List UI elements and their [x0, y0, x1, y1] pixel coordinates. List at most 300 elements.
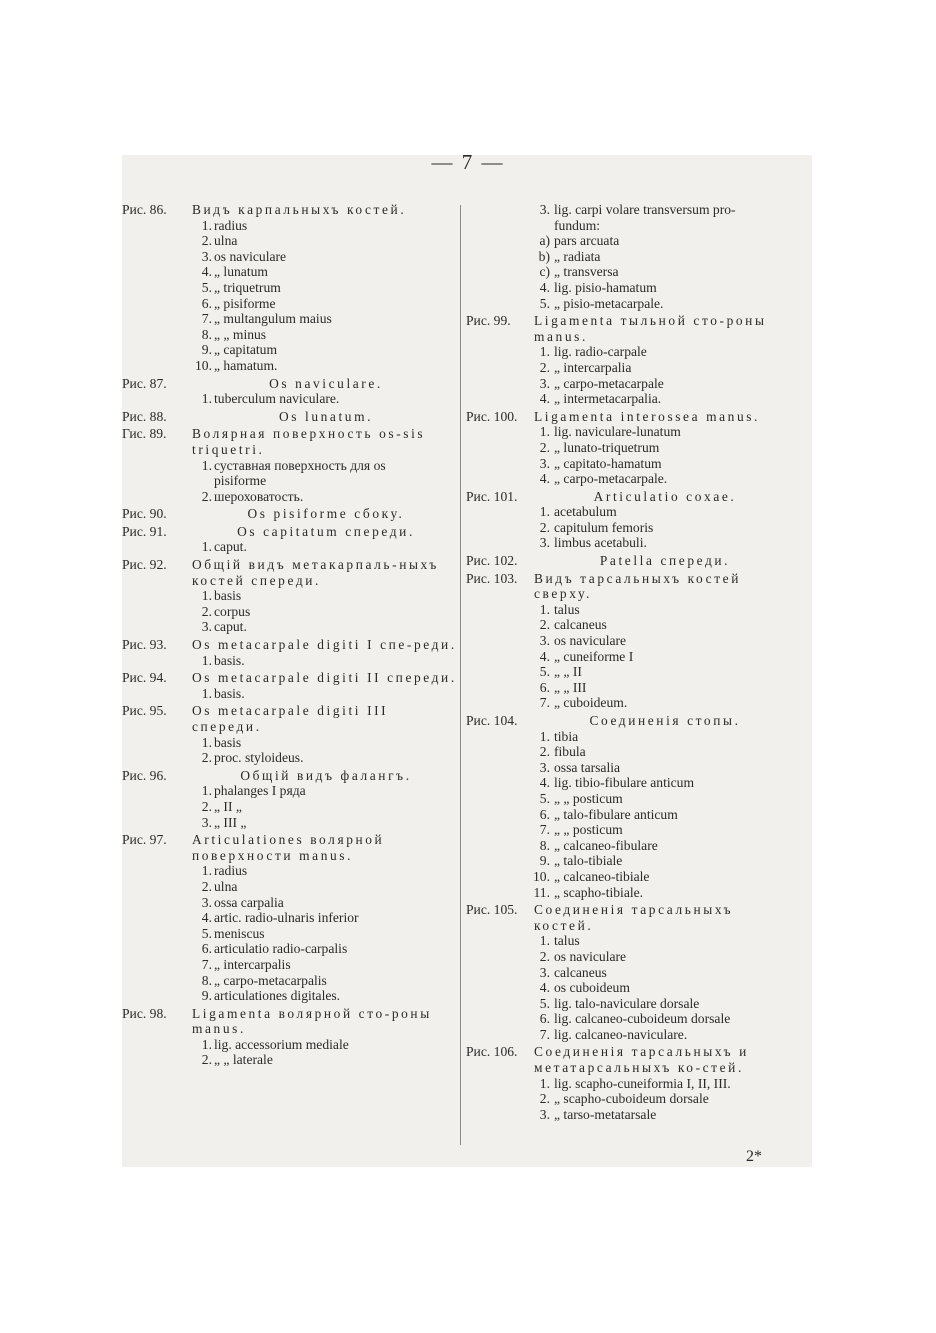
item-number: 2. [539, 519, 550, 535]
figure-item [466, 838, 796, 854]
figure-entry [466, 409, 796, 489]
figure-entry [122, 557, 460, 637]
item-number: 3. [201, 894, 212, 910]
item-number: 4. [539, 279, 550, 295]
figure-item [466, 822, 796, 838]
figure-item [466, 1011, 796, 1027]
figure-item [122, 735, 460, 751]
item-number: 4. [539, 775, 550, 791]
item-number: 7. [201, 956, 212, 972]
figure-entry [122, 426, 460, 506]
signature-mark: 2* [746, 1148, 762, 1165]
figure-label: Рис. 90. [122, 506, 167, 522]
figure-heading [122, 506, 460, 522]
item-text: „ lunato-triquetrum [554, 439, 660, 455]
figure-heading [122, 376, 460, 392]
item-number: 1. [201, 652, 212, 668]
page-number: — 7 — [431, 150, 505, 174]
figure-item [466, 633, 796, 649]
item-text: „ pisio-metacarpale. [554, 295, 664, 311]
figure-entry [122, 202, 460, 376]
figure-item [466, 520, 796, 536]
item-number: 2. [539, 744, 550, 760]
figure-entry [122, 637, 460, 670]
item-text: „ calcaneo-fibulare [554, 837, 658, 853]
figure-title: Ligamenta тыльной сто-роны manus. [534, 313, 767, 344]
item-number: 2. [201, 878, 212, 894]
figure-entry [466, 313, 796, 409]
item-text: „ triquetrum [214, 279, 281, 295]
figure-title: Ligamenta interossea manus. [534, 408, 761, 424]
figure-item [122, 653, 460, 669]
figure-item [466, 344, 796, 360]
item-number: 3. [539, 633, 550, 649]
figure-item [466, 949, 796, 965]
figure-item [122, 783, 460, 799]
item-number: 3. [539, 535, 550, 551]
item-text: „ cuboideum. [554, 695, 628, 711]
figure-entry [122, 506, 460, 524]
figure-title: Os metacarpale digiti II спереди. [192, 670, 457, 686]
item-text: lig. carpi volare transversum pro- [554, 202, 736, 217]
figure-item [466, 391, 796, 407]
item-number: 6. [539, 1011, 550, 1027]
figure-item [466, 695, 796, 711]
item-text: „ talo-tibiale [554, 853, 623, 869]
item-text: ossa carpalia [214, 894, 284, 910]
item-text: ossa tarsalia [554, 759, 621, 775]
item-number: 4. [201, 264, 212, 280]
item-text: „ capitato-hamatum [554, 455, 662, 471]
item-number: 1. [201, 457, 212, 473]
item-text: „ „ II [554, 664, 582, 680]
item-number: 1. [539, 424, 550, 440]
item-text: „ intercarpalia [554, 359, 632, 375]
item-number: 5. [539, 790, 550, 806]
item-number: 9. [539, 853, 550, 869]
item-number: 1. [539, 1075, 550, 1091]
item-number: 11. [533, 884, 550, 900]
item-number: 2. [201, 1052, 212, 1068]
figure-heading [122, 768, 460, 784]
figure-item [122, 973, 460, 989]
figure-item [466, 264, 796, 280]
figure-entry [122, 524, 460, 557]
item-text: caput. [214, 619, 247, 635]
item-number: c) [539, 264, 550, 280]
item-number: 1. [539, 504, 550, 520]
figure-entry [466, 1044, 796, 1124]
figure-item [466, 456, 796, 472]
figure-title: Os metacarpale digiti III спереди. [192, 703, 389, 734]
item-text: fundum: [554, 217, 601, 233]
item-number: 3. [539, 964, 550, 980]
figure-item [122, 489, 460, 505]
figure-item [466, 664, 796, 680]
figure-label: Рис. 88. [122, 408, 167, 424]
figure-item [122, 988, 460, 1004]
item-text: acetabulum [554, 504, 617, 520]
figure-heading [122, 1006, 460, 1037]
figure-heading [466, 313, 796, 344]
item-number: 4. [539, 391, 550, 407]
figure-item [466, 360, 796, 376]
item-number: 2. [201, 798, 212, 814]
figure-item [466, 1027, 796, 1043]
item-text: basis [214, 734, 242, 750]
figure-heading [122, 409, 460, 425]
figure-title: Видъ карпальныхъ костей. [192, 202, 407, 217]
figure-item [122, 458, 460, 474]
figure-title: Общій видъ фалангъ. [240, 767, 412, 783]
item-text: corpus [214, 603, 251, 619]
item-text: articulatio radio-carpalis [214, 941, 348, 957]
item-number: 1. [201, 1036, 212, 1052]
figure-item [466, 249, 796, 265]
figure-item [466, 280, 796, 296]
item-number: 2. [201, 233, 212, 249]
item-text: lig. naviculare-lunatum [554, 424, 681, 440]
item-number: 1. [201, 539, 212, 555]
figure-item [122, 926, 460, 942]
item-text: „ intermetacarpalia. [554, 391, 662, 407]
item-number: 1. [539, 728, 550, 744]
item-number: 5. [539, 664, 550, 680]
figure-item [122, 910, 460, 926]
item-number: 6. [201, 941, 212, 957]
figure-heading [466, 489, 796, 505]
item-text: „ „ minus [214, 326, 267, 342]
figure-heading [122, 637, 460, 653]
item-number: 1. [539, 344, 550, 360]
item-text: talus [554, 933, 580, 949]
item-number: 8. [201, 972, 212, 988]
figure-heading [122, 426, 460, 457]
item-text: „ radiata [554, 248, 601, 264]
figure-entry [122, 670, 460, 703]
figure-item [122, 296, 460, 312]
figure-item [466, 885, 796, 901]
figure-title: Articulatio coxae. [593, 488, 737, 504]
figure-item [466, 791, 796, 807]
item-number: a) [539, 233, 550, 249]
figure-item [122, 815, 460, 831]
item-text: basis. [214, 652, 245, 668]
figure-item [122, 327, 460, 343]
figure-item [466, 218, 796, 234]
item-text: articulationes digitales. [214, 988, 341, 1004]
figure-item [122, 342, 460, 358]
figure-entry [466, 902, 796, 1044]
figure-item [466, 535, 796, 551]
item-number: 3. [539, 375, 550, 391]
figure-item [466, 775, 796, 791]
item-number: 6. [539, 679, 550, 695]
item-number: 5. [539, 295, 550, 311]
figure-item [466, 1076, 796, 1092]
item-text: ulna [214, 878, 238, 894]
item-text: proc. styloideus. [214, 750, 304, 766]
figure-item [466, 1091, 796, 1107]
item-text: „ talo-fibulare anticum [554, 806, 678, 822]
item-text: lig. calcaneo-naviculare. [554, 1026, 688, 1042]
item-text: talus [554, 601, 580, 617]
figure-item [122, 863, 460, 879]
item-number: 3. [539, 759, 550, 775]
item-text: „ intercarpalis [214, 956, 291, 972]
item-number: 4. [539, 648, 550, 664]
figure-entry [122, 376, 460, 409]
figure-label: Рис. 102. [466, 553, 518, 569]
figure-title: Os naviculare. [269, 375, 383, 391]
figure-item [466, 869, 796, 885]
item-text: „ lunatum [214, 264, 268, 280]
figure-heading [122, 557, 460, 588]
item-number: 5. [539, 995, 550, 1011]
figure-title: Os pisiforme сбоку. [247, 506, 405, 522]
item-number: 2. [539, 1091, 550, 1107]
figure-label: Рис. 105. [466, 902, 518, 918]
figure-item [122, 280, 460, 296]
figure-item [122, 249, 460, 265]
figure-item [122, 799, 460, 815]
figure-item [122, 264, 460, 280]
figure-heading [122, 202, 460, 218]
figure-heading [122, 670, 460, 686]
item-text: lig. calcaneo-cuboideum dorsale [554, 1011, 731, 1027]
item-number: 3. [539, 1106, 550, 1122]
figure-heading [122, 832, 460, 863]
item-number: 1. [201, 685, 212, 701]
item-number: 5. [201, 925, 212, 941]
item-number: 9. [201, 988, 212, 1004]
item-text: lig. accessorium mediale [214, 1036, 349, 1052]
figure-item [466, 233, 796, 249]
figure-entry [466, 713, 796, 902]
figure-label: Рис. 97. [122, 832, 167, 848]
item-text: „ II „ [214, 798, 242, 814]
item-number: 1. [539, 933, 550, 949]
item-text: artic. radio-ulnaris inferior [214, 910, 359, 926]
figure-entry [466, 489, 796, 553]
figure-item [122, 750, 460, 766]
item-text: basis [214, 588, 242, 604]
item-number: 4. [539, 471, 550, 487]
figure-item [122, 233, 460, 249]
figure-item [122, 895, 460, 911]
figure-label: Рис. 92. [122, 557, 167, 573]
figure-entry [122, 768, 460, 832]
figure-title: Os metacarpale digiti I спе-реди. [192, 637, 457, 653]
item-text: „ carpo-metacarpalis [214, 972, 327, 988]
item-number: 10. [195, 357, 212, 373]
figure-title: Общій видъ метакарпаль-ныхъ костей спереди. [192, 557, 439, 588]
figure-heading [466, 902, 796, 933]
right-column [466, 202, 796, 1124]
figure-item [122, 1052, 460, 1068]
left-column [122, 202, 460, 1070]
item-text: „ capitatum [214, 342, 278, 358]
figure-title: Видъ тарсальныхъ костей сверху. [534, 570, 741, 602]
item-number: 4. [539, 980, 550, 996]
item-number: 8. [201, 326, 212, 342]
figure-title: Волярная поверхность os-sis triquetri. [192, 426, 426, 457]
figure-title: Articulationes волярной поверхности manus. [192, 832, 385, 863]
figure-item [466, 471, 796, 487]
figure-label: Рис. 91. [122, 523, 167, 539]
item-text: „ III „ [214, 814, 247, 830]
figure-label: Рис. 93. [122, 637, 167, 653]
figure-entry [466, 571, 796, 713]
figure-label: Рис. 94. [122, 670, 167, 686]
item-text: lig. talo-naviculare dorsale [554, 995, 700, 1011]
item-number: 1. [201, 391, 212, 407]
figure-title: Соединенія тарсальныхъ костей. [534, 902, 734, 933]
figure-heading [466, 409, 796, 425]
figure-item [466, 729, 796, 745]
figure-item [466, 602, 796, 618]
item-text: phalanges I ряда [214, 783, 306, 799]
item-number: 1. [539, 601, 550, 617]
item-text: caput. [214, 539, 247, 555]
item-text: calcaneus [554, 617, 607, 633]
item-number: 1. [201, 217, 212, 233]
item-text: „ calcaneo-tibiale [554, 868, 650, 884]
figure-entry [466, 553, 796, 571]
figure-item [122, 311, 460, 327]
item-text: „ tarso-metatarsale [554, 1106, 657, 1122]
figure-item [466, 996, 796, 1012]
item-text: „ „ posticum [554, 790, 623, 806]
figure-item [466, 296, 796, 312]
item-number: 3. [539, 202, 550, 217]
item-text: lig. tibio-fibulare anticum [554, 775, 695, 791]
figure-label: Рис. 103. [466, 570, 518, 586]
item-text: basis. [214, 685, 245, 701]
figure-item [122, 588, 460, 604]
item-number: 2. [539, 617, 550, 633]
figure-label: Рис. 98. [122, 1005, 167, 1021]
figure-item [466, 744, 796, 760]
column-divider [460, 205, 461, 1145]
item-number: 6. [539, 806, 550, 822]
item-text: „ transversa [554, 264, 619, 280]
item-number: 1. [201, 863, 212, 879]
item-text: „ „ III [554, 679, 587, 695]
item-text: „ multangulum maius [214, 311, 332, 327]
item-text: суставная поверхность для os [214, 457, 386, 473]
item-text: tuberculum naviculare. [214, 391, 340, 407]
figure-heading [466, 1044, 796, 1075]
figure-entry [122, 703, 460, 767]
item-text: „ „ laterale [214, 1052, 273, 1068]
item-text: „ carpo-metacarpale [554, 375, 664, 391]
item-text: „ cuneiforme I [554, 648, 634, 664]
figure-item [122, 686, 460, 702]
item-text: шероховатость. [214, 488, 304, 504]
figure-label: Рис. 95. [122, 703, 167, 719]
item-number: 10. [533, 868, 550, 884]
figure-label: Рис. 100. [466, 408, 518, 424]
item-text: lig. radio-carpale [554, 344, 647, 360]
figure-item [122, 473, 460, 489]
figure-entry [122, 1006, 460, 1070]
figure-item [466, 980, 796, 996]
item-number: 3. [539, 455, 550, 471]
figure-title: Соединенія стопы. [589, 713, 741, 728]
figure-label: Рис. 86. [122, 202, 167, 217]
item-number: 3. [201, 248, 212, 264]
figure-item [466, 760, 796, 776]
figure-item [466, 504, 796, 520]
item-text: lig. pisio-hamatum [554, 279, 657, 295]
figure-title: Соединенія тарсальныхъ и метатарсальныхъ ко-стей. [534, 1044, 749, 1076]
item-number: 6. [201, 295, 212, 311]
figure-item [466, 680, 796, 696]
item-text: „ „ posticum [554, 822, 623, 838]
figure-label: Рис. 99. [466, 313, 511, 329]
figure-title: Os capitatum спереди. [237, 523, 415, 539]
item-text: meniscus [214, 925, 265, 941]
item-number: 3. [201, 619, 212, 635]
item-number: 3. [201, 814, 212, 830]
figure-title: Os lunatum. [278, 408, 374, 424]
item-number: 2. [201, 488, 212, 504]
figure-title: Ligamenta волярной сто-роны manus. [192, 1005, 432, 1037]
item-number: 1. [201, 783, 212, 799]
figure-item [122, 1037, 460, 1053]
item-text: fibula [554, 744, 586, 760]
figure-heading [466, 713, 796, 729]
item-number: 7. [539, 695, 550, 711]
item-number: 2. [539, 439, 550, 455]
item-number: 4. [201, 910, 212, 926]
figure-item [466, 617, 796, 633]
item-text: os naviculare [554, 633, 627, 649]
figure-label: Рис. 96. [122, 767, 167, 783]
item-text: „ scapho-cuboideum dorsale [554, 1091, 709, 1107]
figure-label: Рис. 101. [466, 488, 518, 504]
figure-entry [466, 202, 796, 313]
item-text: „ scapho-tibiale. [554, 884, 644, 900]
figure-item [122, 604, 460, 620]
figure-title: Patella спереди. [599, 553, 731, 569]
item-number: 5. [201, 279, 212, 295]
figure-item [466, 807, 796, 823]
figure-label: Рис. 104. [466, 713, 518, 728]
figure-item [122, 941, 460, 957]
figure-item [122, 218, 460, 234]
item-text: lig. scapho-cuneiformia I, II, III. [554, 1075, 731, 1091]
item-text: radius [214, 863, 248, 879]
figure-item [466, 376, 796, 392]
figure-item [122, 539, 460, 555]
item-number: 2. [539, 948, 550, 964]
item-text: ulna [214, 233, 238, 249]
item-number: 9. [201, 342, 212, 358]
figure-item [466, 202, 796, 218]
item-number: 7. [201, 311, 212, 327]
figure-item [466, 933, 796, 949]
figure-item [466, 1107, 796, 1123]
figure-item [122, 957, 460, 973]
item-text: calcaneus [554, 964, 607, 980]
item-text: „ carpo-metacarpale. [554, 471, 668, 487]
item-number: 2. [201, 603, 212, 619]
item-text: tibia [554, 728, 579, 744]
figure-item [466, 440, 796, 456]
item-text: „ pisiforme [214, 295, 276, 311]
